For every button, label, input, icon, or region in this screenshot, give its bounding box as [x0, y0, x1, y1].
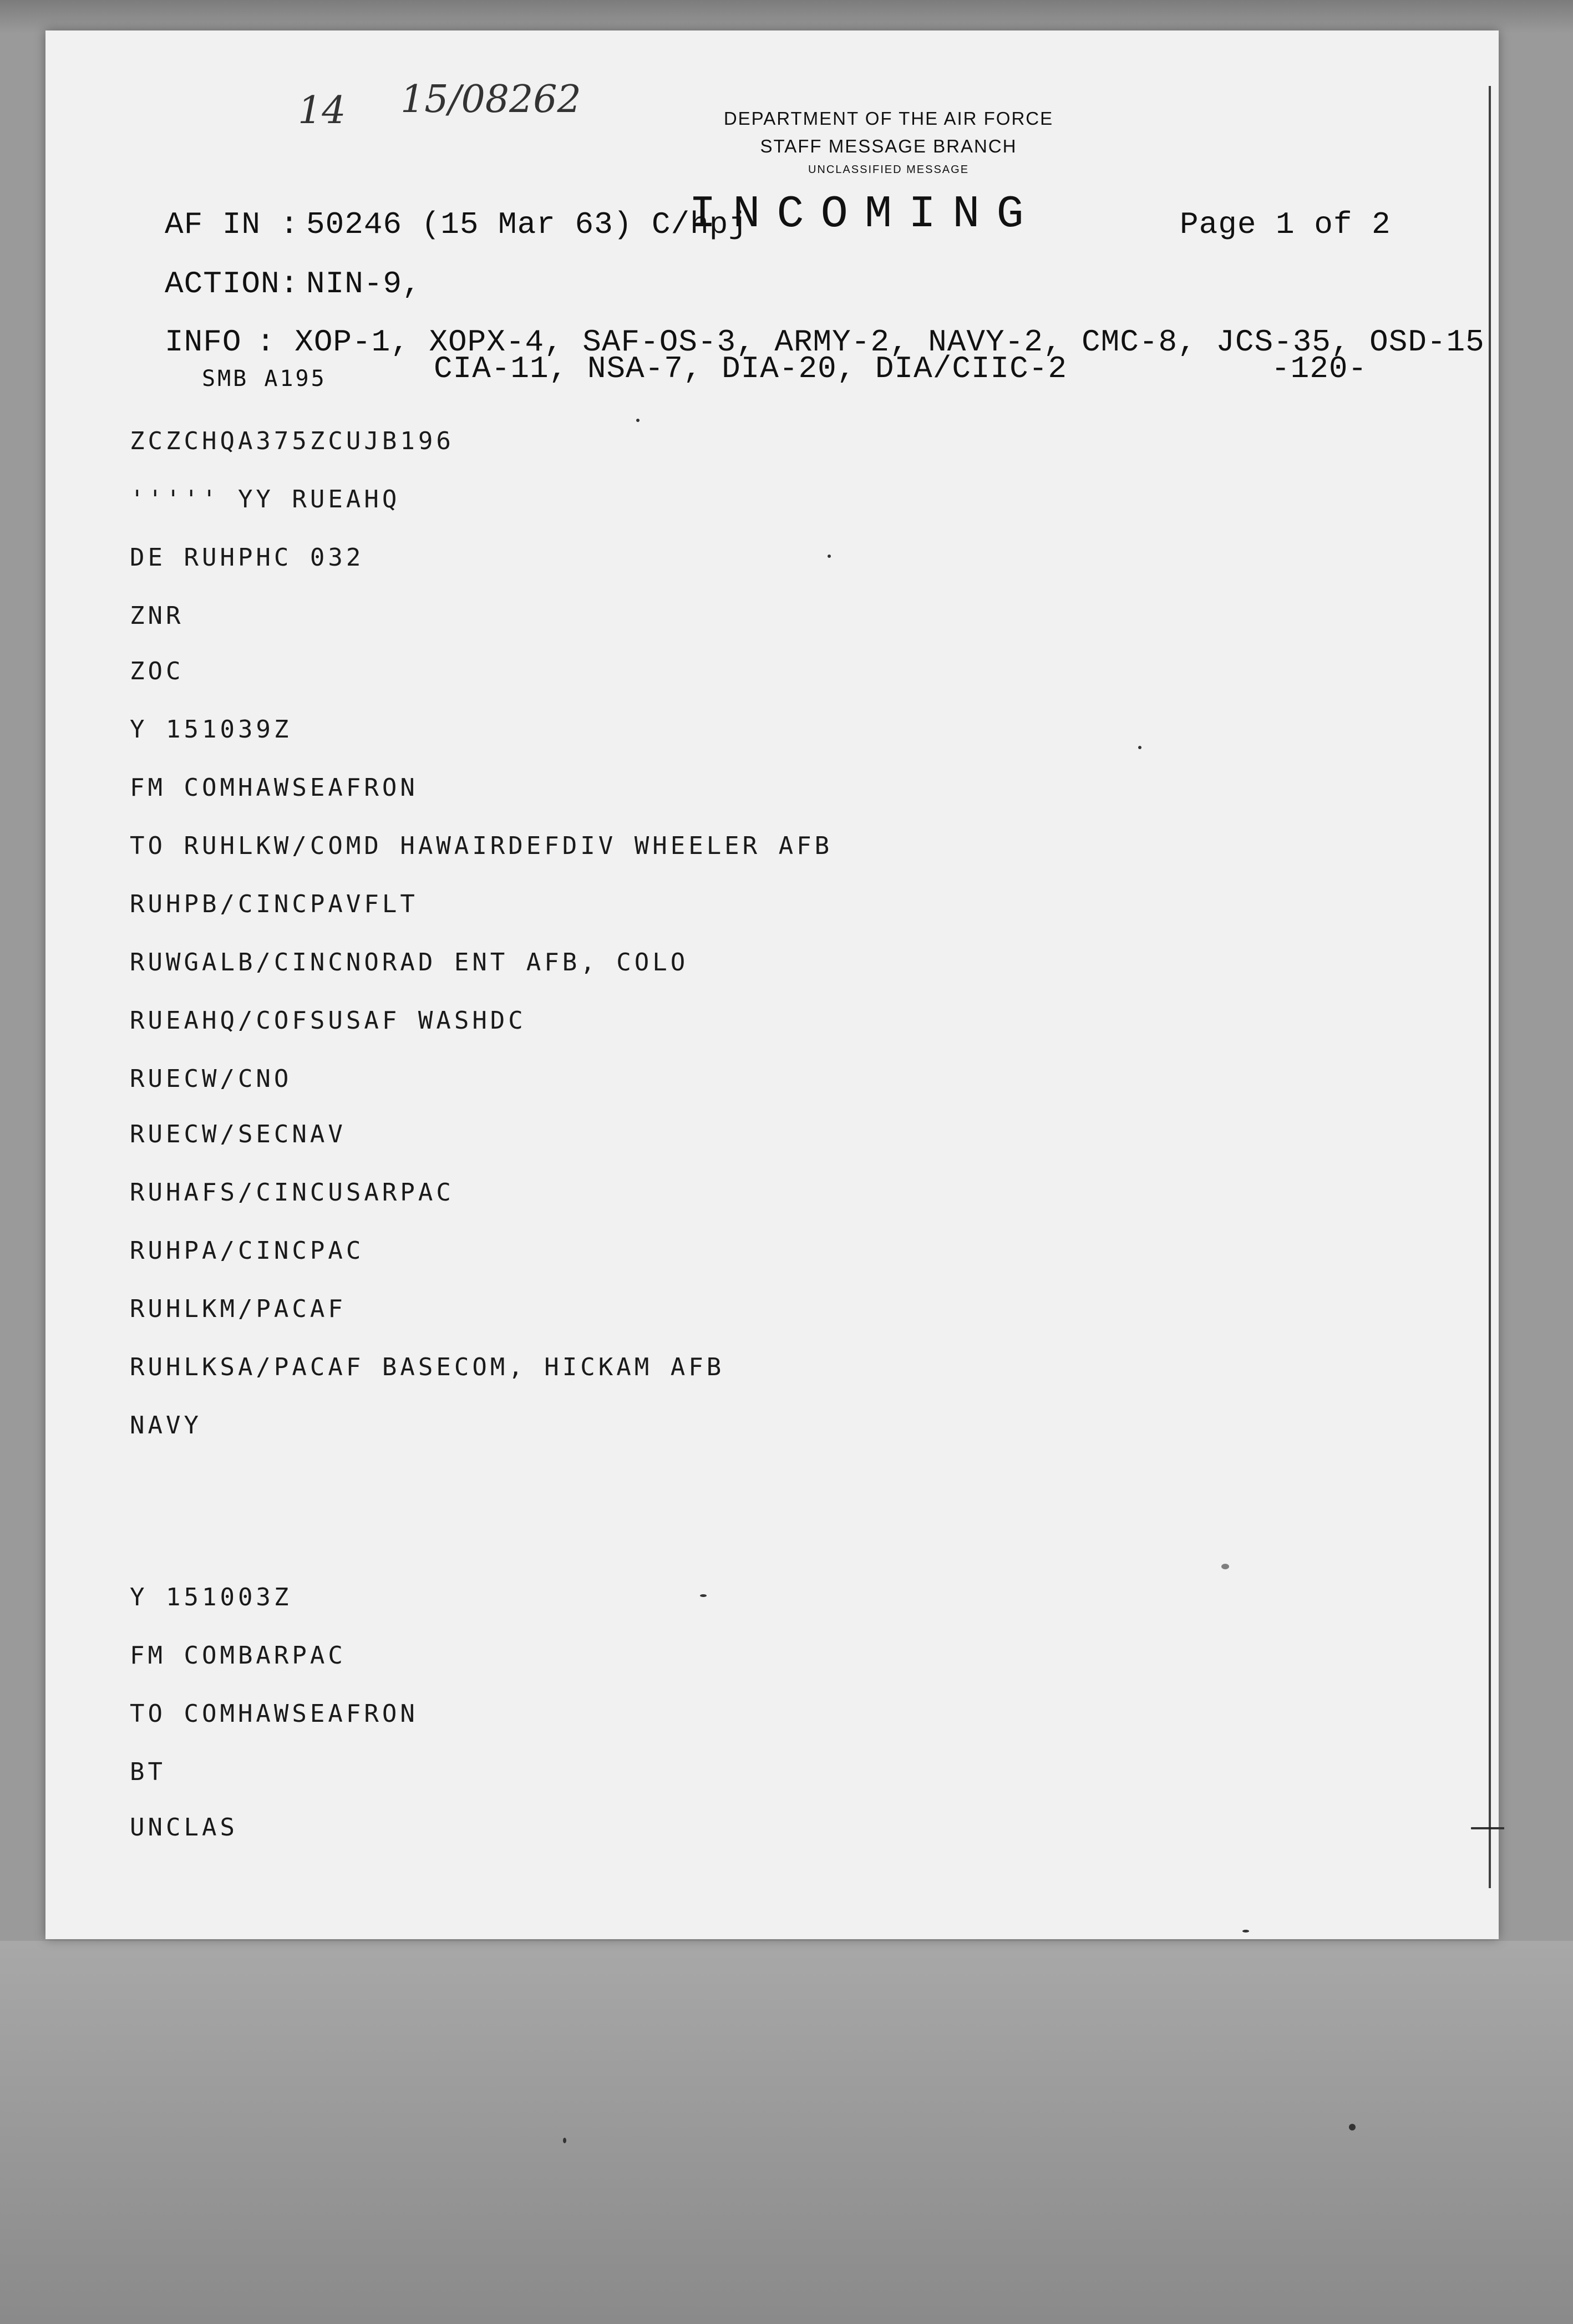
classification-label: UNCLASSIFIED MESSAGE: [808, 164, 970, 176]
message-line: TO RUHLKW/COMD HAWAIRDEFDIV WHEELER AFB: [130, 832, 833, 860]
page-number: Page 1 of 2: [1180, 207, 1391, 242]
message-line: Y 151003Z: [130, 1583, 292, 1611]
info-line-1: : XOP-1, XOPX-4, SAF-OS-3, ARMY-2, NAVY-2, CMC-8, JCS-35, OSD-15: [256, 324, 1485, 360]
dust-speck: [828, 555, 831, 558]
action-value: NIN-9,: [306, 266, 422, 302]
message-line: RUHLKM/PACAF: [130, 1295, 346, 1323]
message-line: RUECW/CNO: [130, 1065, 292, 1093]
message-line: RUWGALB/CINCNORAD ENT AFB, COLO: [130, 948, 689, 977]
handwritten-note-right: 15/08262: [400, 78, 581, 121]
message-sheet: [45, 30, 1499, 1939]
department-heading: DEPARTMENT OF THE AIR FORCE: [723, 108, 1054, 129]
incoming-heading: INCOMING: [689, 189, 1041, 240]
dust-speck: [563, 2138, 566, 2143]
message-line: TO COMHAWSEAFRON: [130, 1700, 418, 1728]
distribution-total: -120-: [1271, 351, 1368, 387]
handwritten-note-left: 14: [298, 89, 346, 133]
dust-speck: [1349, 2124, 1356, 2130]
message-line: RUHPB/CINCPAVFLT: [130, 890, 418, 918]
af-in-value: 50246 (15 Mar 63) C/hpj: [306, 207, 748, 242]
message-line: RUHPA/CINCPAC: [130, 1237, 364, 1265]
message-line: NAVY: [130, 1411, 202, 1440]
message-line: RUHLKSA/PACAF BASECOM, HICKAM AFB: [130, 1353, 725, 1381]
backing-area: [0, 1941, 1573, 2324]
message-line: RUECW/SECNAV: [130, 1120, 346, 1148]
action-label: ACTION:: [165, 266, 300, 302]
smb-number: SMB A195: [202, 366, 327, 391]
message-line: ZOC: [130, 657, 184, 685]
message-line: ''''' YY RUEAHQ: [130, 485, 400, 513]
dust-speck: [1242, 1930, 1249, 1933]
message-line: FM COMHAWSEAFRON: [130, 774, 418, 802]
dust-speck: [636, 419, 640, 422]
message-line: Y 151039Z: [130, 715, 292, 744]
message-line: FM COMBARPAC: [130, 1641, 346, 1670]
edge-mark: [1471, 1827, 1504, 1829]
dust-speck: [1221, 1564, 1229, 1569]
message-line: RUEAHQ/COFSUSAF WASHDC: [130, 1006, 526, 1035]
info-label: INFO: [165, 324, 242, 360]
film-top-edge: [0, 0, 1573, 33]
info-line-2: CIA-11, NSA-7, DIA-20, DIA/CIIC-2: [434, 351, 1067, 387]
message-line: ZNR: [130, 602, 184, 630]
message-line: BT: [130, 1758, 166, 1786]
af-in-label: AF IN :: [165, 207, 300, 242]
branch-heading: STAFF MESSAGE BRANCH: [760, 136, 1017, 156]
message-line: UNCLAS: [130, 1813, 238, 1842]
dust-speck: [1138, 746, 1141, 749]
message-line: ZCZCHQA375ZCUJB196: [130, 427, 454, 455]
dust-speck: [700, 1594, 707, 1597]
message-line: DE RUHPHC 032: [130, 543, 364, 572]
message-line: RUHAFS/CINCUSARPAC: [130, 1178, 454, 1207]
